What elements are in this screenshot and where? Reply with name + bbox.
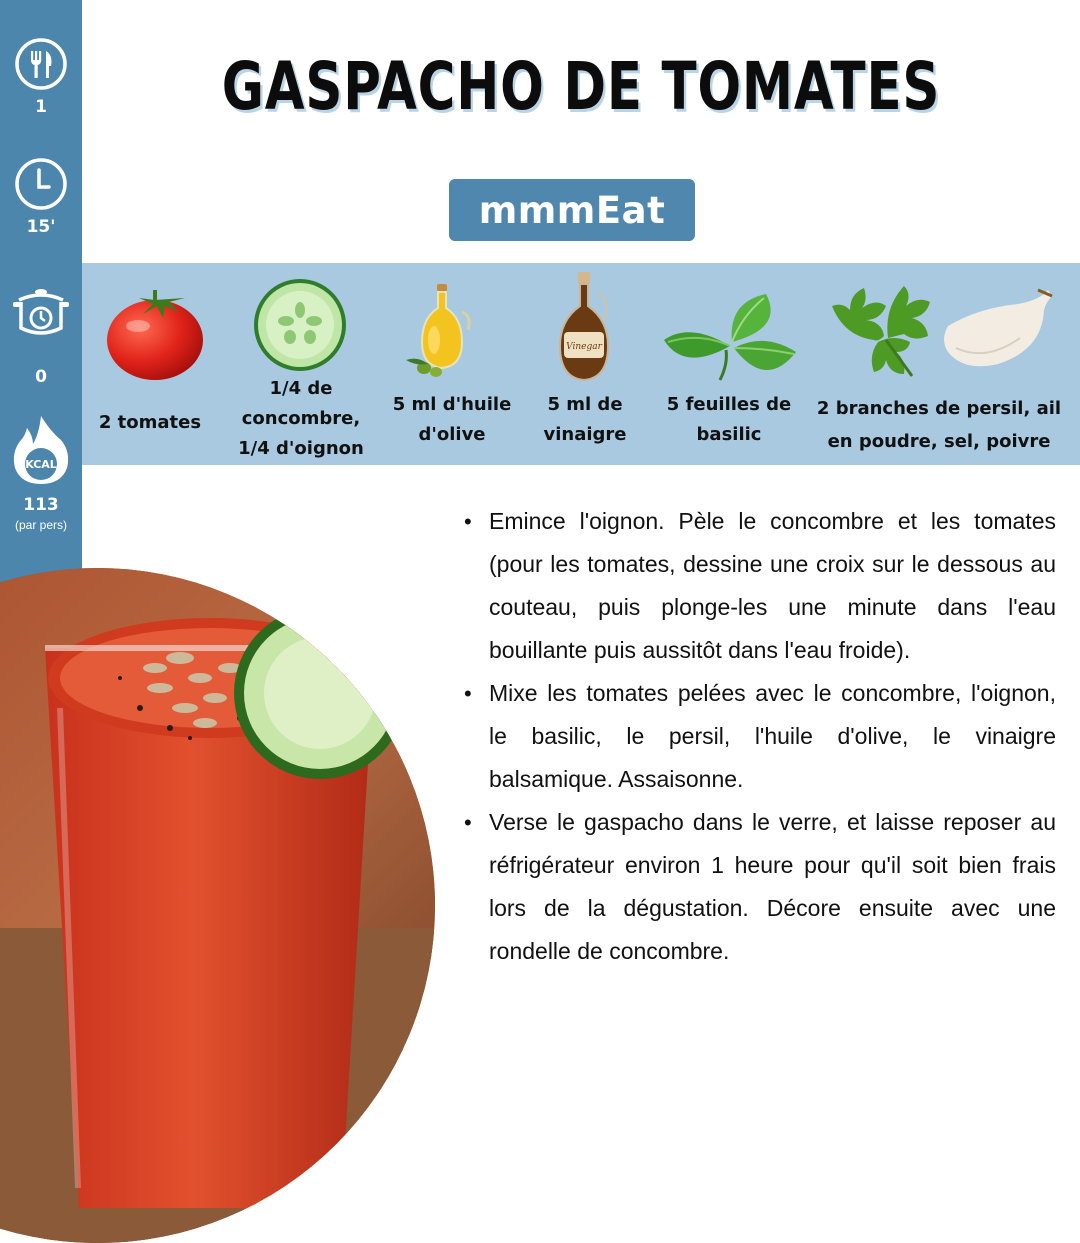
ingredient-label-vinegar	[524, 390, 646, 450]
bullet-icon: •	[464, 509, 472, 534]
pot-icon	[9, 280, 73, 344]
step-text-1: Emince l'oignon. Pèle le concombre et les tomates (pour les tomates, dessine une croix sur le dessous au couteau, puis plonge-les une minute dans l'eau bouillante puis aussitôt dans l'eau froide).	[489, 508, 1056, 663]
calories-block	[0, 414, 82, 532]
recipe-title: GASPACHO DE TOMATES	[221, 48, 941, 125]
ingredient-label-basil	[654, 390, 804, 450]
step-text-3: Verse le gaspacho dans le verre, et laisse reposer au réfrigérateur environ 1 heure pour qu'il soit bien frais lors de la dégustation. Décore ensuite avec une rondelle de concombre.	[489, 809, 1056, 964]
recipe-steps	[462, 500, 1056, 973]
tomato-icon	[104, 286, 206, 382]
gazpacho-photo-art	[0, 568, 435, 1243]
parsley-line-2: en poudre, sel, poivre	[827, 431, 1051, 452]
cucumber-icon	[252, 277, 348, 373]
servings-value: 1	[35, 97, 47, 117]
oil-line-1: 5 ml d'huile	[392, 394, 512, 415]
bullet-icon: •	[464, 810, 472, 835]
ingredient-label-tomatoes: 2 tomates	[98, 412, 202, 433]
oil-line-2: d'olive	[418, 424, 486, 445]
time-block	[0, 156, 82, 237]
time-value: 15'	[26, 217, 56, 237]
bullet-icon: •	[464, 681, 472, 706]
step-item	[462, 801, 1056, 973]
parsley-line-1: 2 branches de persil, ail	[816, 398, 1062, 419]
cook-block	[0, 280, 82, 387]
olive-oil-icon	[404, 282, 476, 380]
kcal-badge-text: KCAL	[25, 458, 57, 471]
info-sidebar	[0, 0, 82, 610]
step-item	[462, 672, 1056, 801]
ingredient-label-parsley-garlic	[804, 392, 1074, 458]
vinegar-bottle-icon	[556, 270, 614, 382]
cucumber-line-2: concombre,	[241, 408, 361, 429]
cucumber-line-3: 1/4 d'oignon	[238, 438, 364, 459]
brand-logo: mmmEat	[449, 179, 695, 241]
ingredient-label-cucumber	[228, 374, 374, 464]
step-item	[462, 500, 1056, 672]
clock-icon	[13, 156, 69, 212]
servings-block	[0, 36, 82, 117]
step-text-2: Mixe les tomates pelées avec le concombre, l'oignon, le basilic, le persil, l'huile d'olive, le vinaigre balsamique. Assaisonne.	[489, 680, 1056, 792]
basil-line-1: 5 feuilles de	[666, 394, 792, 415]
vinegar-line-1: 5 ml de	[547, 394, 623, 415]
ingredient-label-oil	[382, 390, 522, 450]
gazpacho-glass-photo	[0, 568, 435, 1243]
basil-icon	[660, 292, 798, 386]
fork-knife-icon	[13, 36, 69, 92]
cucumber-line-1: 1/4 de	[269, 378, 333, 399]
calories-value: 113	[23, 495, 59, 515]
calories-unit: (par pers)	[14, 518, 67, 532]
kcal-flame-icon	[10, 414, 72, 486]
vinegar-label-text: Vinegar	[566, 342, 602, 352]
vinegar-line-2: vinaigre	[543, 424, 627, 445]
parsley-garlic-icon	[828, 280, 1054, 384]
cook-value: 0	[35, 367, 47, 387]
basil-line-2: basilic	[696, 424, 762, 445]
